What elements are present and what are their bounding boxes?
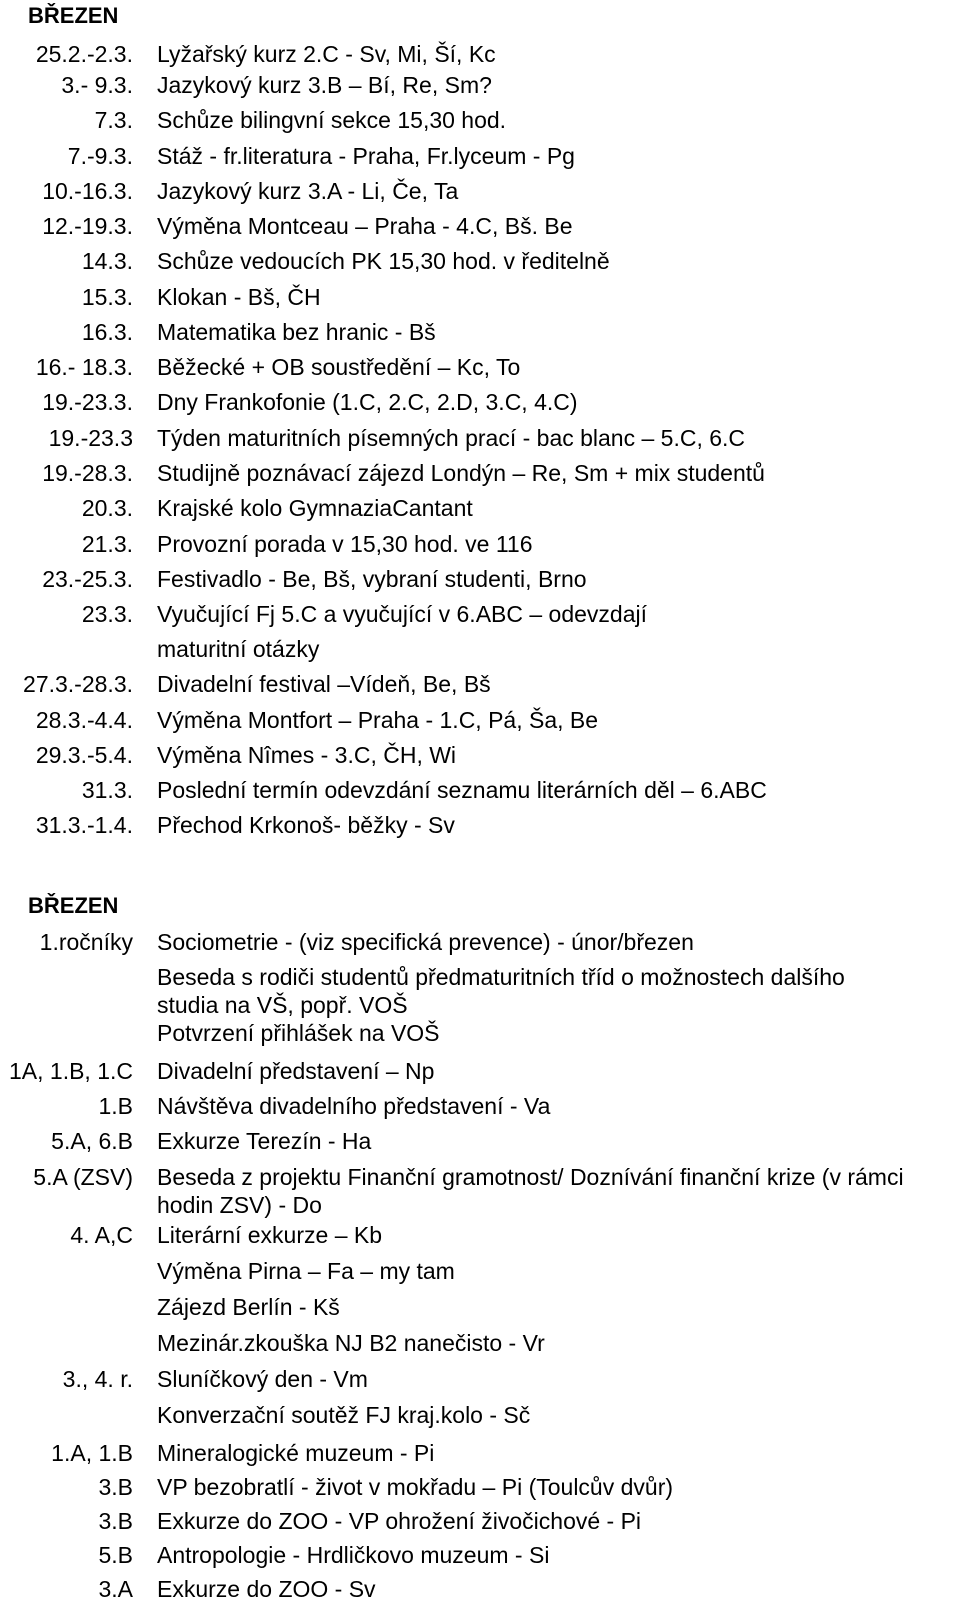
schedule-row bbox=[0, 1576, 960, 1602]
schedule-row bbox=[0, 248, 960, 274]
entry-text: Sociometrie - (viz specifická prevence) - únor/březen bbox=[157, 929, 694, 955]
entry-text: Lyžařský kurz 2.C - Sv, Mi, Ší, Kc bbox=[157, 41, 496, 67]
entry-class: 5.A, 6.B bbox=[51, 1128, 133, 1154]
entry-text-continued: studia na VŠ, popř. VOŠ bbox=[157, 992, 408, 1018]
entry-text: Beseda z projektu Finanční gramotnost/ Doznívání finanční krize (v rámci bbox=[157, 1164, 904, 1190]
entry-text: Stáž - fr.literatura - Praha, Fr.lyceum - Pg bbox=[157, 143, 575, 169]
entry-date: 28.3.-4.4. bbox=[35, 707, 133, 733]
entry-text: Potvrzení přihlášek na VOŠ bbox=[157, 1020, 440, 1046]
schedule-row bbox=[0, 143, 960, 169]
entry-text: Provozní porada v 15,30 hod. ve 116 bbox=[157, 531, 533, 557]
entry-class: 1.ročníky bbox=[39, 929, 133, 955]
entry-text: Týden maturitních písemných prací - bac blanc – 5.C, 6.C bbox=[157, 425, 746, 451]
schedule-row bbox=[0, 1508, 960, 1534]
schedule-row bbox=[0, 742, 960, 768]
schedule-row bbox=[0, 1020, 960, 1046]
schedule-row bbox=[0, 1366, 960, 1392]
entry-text: Antropologie - Hrdličkovo muzeum - Si bbox=[157, 1542, 550, 1568]
schedule-row bbox=[0, 72, 960, 98]
entry-text: Výměna Montfort – Praha - 1.C, Pá, Ša, Be bbox=[157, 707, 599, 733]
section-heading: BŘEZEN bbox=[28, 3, 119, 28]
entry-date: 20.3. bbox=[81, 495, 133, 521]
schedule-row bbox=[0, 1440, 960, 1466]
entry-class: 1.B bbox=[98, 1093, 133, 1119]
schedule-row bbox=[0, 1402, 960, 1428]
schedule-row bbox=[0, 284, 960, 310]
entry-text: Matematika bez hranic - Bš bbox=[157, 319, 436, 345]
entry-date: 12.-19.3. bbox=[42, 213, 133, 239]
entry-date: 16.- 18.3. bbox=[35, 354, 133, 380]
entry-class: 1A, 1.B, 1.C bbox=[8, 1058, 133, 1084]
entry-class: 3.B bbox=[98, 1474, 133, 1500]
schedule-row bbox=[0, 319, 960, 345]
entry-text: Literární exkurze – Kb bbox=[157, 1222, 383, 1248]
entry-text: Návštěva divadelního představení - Va bbox=[157, 1093, 551, 1119]
entry-date: 23.3. bbox=[81, 601, 133, 627]
entry-class: 3., 4. r. bbox=[62, 1366, 133, 1392]
schedule-row bbox=[0, 41, 960, 67]
schedule-row bbox=[0, 213, 960, 239]
entry-text: Festivadlo - Be, Bš, vybraní studenti, Brno bbox=[157, 566, 587, 592]
entry-text: Beseda s rodiči studentů předmaturitních tříd o možnostech dalšího bbox=[157, 964, 845, 990]
entry-text: Divadelní představení – Np bbox=[157, 1058, 435, 1084]
entry-text: Schůze vedoucích PK 15,30 hod. v ředitelně bbox=[157, 248, 610, 274]
entry-text: Běžecké + OB soustředění – Kc, To bbox=[157, 354, 521, 380]
schedule-row bbox=[0, 354, 960, 380]
entry-text: Mineralogické muzeum - Pi bbox=[157, 1440, 435, 1466]
schedule-row bbox=[0, 1474, 960, 1500]
schedule-row bbox=[0, 1164, 960, 1218]
entry-text: Divadelní festival –Vídeň, Be, Bš bbox=[157, 671, 491, 697]
schedule-row bbox=[0, 812, 960, 838]
entry-date: 19.-23.3. bbox=[42, 389, 133, 415]
schedule-row bbox=[0, 1058, 960, 1084]
schedule-row bbox=[0, 178, 960, 204]
section-heading: BŘEZEN bbox=[28, 893, 119, 918]
schedule-row bbox=[0, 671, 960, 697]
entry-class: 5.B bbox=[98, 1542, 133, 1568]
entry-text: Sluníčkový den - Vm bbox=[157, 1366, 368, 1392]
entry-text: Exkurze do ZOO - VP ohrožení živočichové - Pi bbox=[157, 1508, 642, 1534]
schedule-row bbox=[0, 460, 960, 486]
entry-date: 21.3. bbox=[81, 531, 133, 557]
schedule-row bbox=[0, 1222, 960, 1248]
schedule-row bbox=[0, 389, 960, 415]
entry-date: 31.3.-1.4. bbox=[35, 812, 133, 838]
schedule-row bbox=[0, 929, 960, 955]
schedule-row bbox=[0, 964, 960, 1018]
schedule-row bbox=[0, 1330, 960, 1356]
entry-text-continued: maturitní otázky bbox=[157, 636, 320, 662]
entry-text: Přechod Krkonoš- běžky - Sv bbox=[157, 812, 455, 838]
entry-class: 1.A, 1.B bbox=[51, 1440, 133, 1466]
entry-class: 3.A bbox=[98, 1576, 133, 1602]
entry-class: 3.B bbox=[98, 1508, 133, 1534]
entry-text: Výměna Montceau – Praha - 4.C, Bš. Be bbox=[157, 213, 573, 239]
entry-text: Jazykový kurz 3.A - Li, Če, Ta bbox=[157, 178, 459, 204]
entry-class: 5.A (ZSV) bbox=[33, 1164, 133, 1190]
entry-date: 31.3. bbox=[81, 777, 133, 803]
schedule-row bbox=[0, 601, 960, 662]
entry-text: Konverzační soutěž FJ kraj.kolo - Sč bbox=[157, 1402, 531, 1428]
entry-text: Výměna Nîmes - 3.C, ČH, Wi bbox=[157, 742, 457, 768]
entry-text: Exkurze Terezín - Ha bbox=[157, 1128, 372, 1154]
entry-date: 10.-16.3. bbox=[42, 178, 133, 204]
entry-text: Výměna Pirna – Fa – my tam bbox=[157, 1258, 455, 1284]
schedule-row bbox=[0, 1128, 960, 1154]
entry-date: 29.3.-5.4. bbox=[35, 742, 133, 768]
entry-date: 15.3. bbox=[81, 284, 133, 310]
entry-date: 19.-23.3 bbox=[48, 425, 133, 451]
entry-date: 23.-25.3. bbox=[42, 566, 133, 592]
entry-text: VP bezobratlí - život v mokřadu – Pi (Toulcův dvůr) bbox=[157, 1474, 674, 1500]
entry-text: Studijně poznávací zájezd Londýn – Re, Sm + mix studentů bbox=[157, 460, 765, 486]
entry-text-continued: hodin ZSV) - Do bbox=[157, 1192, 322, 1218]
entry-date: 3.- 9.3. bbox=[61, 72, 133, 98]
entry-text: Mezinár.zkouška NJ B2 nanečisto - Vr bbox=[157, 1330, 545, 1356]
entry-class: 4. A,C bbox=[70, 1222, 133, 1248]
schedule-row bbox=[0, 1542, 960, 1568]
schedule-row bbox=[0, 1093, 960, 1119]
entry-date: 16.3. bbox=[81, 319, 133, 345]
entry-text: Exkurze do ZOO - Sv bbox=[157, 1576, 376, 1602]
entry-text: Klokan - Bš, ČH bbox=[157, 284, 321, 310]
entry-date: 25.2.-2.3. bbox=[35, 41, 133, 67]
entry-date: 19.-28.3. bbox=[42, 460, 133, 486]
schedule-row bbox=[0, 425, 960, 451]
schedule-row bbox=[0, 531, 960, 557]
entry-date: 7.-9.3. bbox=[67, 143, 133, 169]
entry-text: Schůze bilingvní sekce 15,30 hod. bbox=[157, 107, 507, 133]
entry-text: Vyučující Fj 5.C a vyučující v 6.ABC – odevzdají bbox=[157, 601, 648, 627]
entry-text: Jazykový kurz 3.B – Bí, Re, Sm? bbox=[157, 72, 492, 98]
schedule-row bbox=[0, 495, 960, 521]
schedule-row bbox=[0, 566, 960, 592]
schedule-row bbox=[0, 1294, 960, 1320]
entry-text: Dny Frankofonie (1.C, 2.C, 2.D, 3.C, 4.C) bbox=[157, 389, 578, 415]
entry-date: 7.3. bbox=[94, 107, 133, 133]
entry-text: Poslední termín odevzdání seznamu literárních děl – 6.ABC bbox=[157, 777, 767, 803]
entry-text: Zájezd Berlín - Kš bbox=[157, 1294, 340, 1320]
entry-date: 27.3.-28.3. bbox=[23, 671, 133, 697]
schedule-row bbox=[0, 1258, 960, 1284]
entry-date: 14.3. bbox=[81, 248, 133, 274]
entry-text: Krajské kolo GymnaziaCantant bbox=[157, 495, 473, 521]
schedule-row bbox=[0, 107, 960, 133]
schedule-row bbox=[0, 777, 960, 803]
schedule-row bbox=[0, 707, 960, 733]
